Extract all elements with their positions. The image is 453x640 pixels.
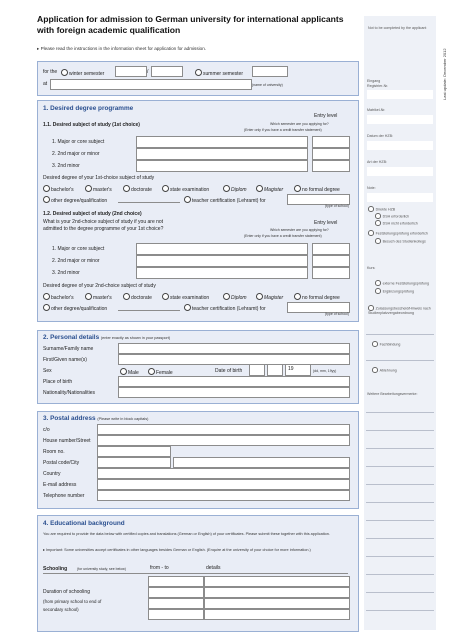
winter-year-from-field[interactable] [115,66,147,77]
checkbox-icon [375,238,381,244]
sidebar-rule [366,556,434,557]
degree1-bachelor-radio[interactable]: bachelor's [43,185,74,193]
checkbox-icon [368,230,374,236]
degree1-state-exam-radio[interactable]: state examination [162,185,209,193]
surname-field[interactable] [118,343,350,354]
sidebar-rule [366,502,434,503]
label-eingang: Eingang [367,79,381,83]
radio-icon [43,304,50,311]
at-label: at [43,81,48,87]
section1-heading: 1. Desired degree programme [43,105,134,112]
dob-month-field[interactable] [267,364,283,376]
field-note[interactable] [367,193,433,202]
section2-heading: 2. Personal details (enter exactly as shown in your passport) [43,334,171,341]
section4-heading: 4. Educational background [43,520,125,527]
choice2-major-1-label: 1. Major or core subject [52,246,105,252]
university-name-field[interactable] [50,79,252,90]
which-semester-2: Which semester are you applying for? [270,228,329,232]
from-to-header: from - to [150,565,169,571]
choice2-major-1-field[interactable] [136,243,308,255]
version-note: Last update: December 2012 [442,48,447,100]
degree-q1-label: Desired degree of your 1st-choice subject of study [43,175,155,181]
summer-year-field[interactable] [252,66,288,77]
country-label: Country [43,471,61,477]
schooling-details-field-4[interactable] [204,609,350,620]
form-title: Application for admission to German university for international applicants with foreign academic qualification [37,14,344,35]
major-1-field[interactable] [136,136,308,148]
telephone-field[interactable] [97,490,350,501]
major-2-field[interactable] [136,148,308,160]
check-feststellung[interactable]: Feststellungsprüfung erforderlich [368,230,428,236]
sidebar-rule [366,334,434,335]
school-type-hint-1: (type of school) [325,204,349,208]
degree2-master-radio[interactable]: master's [85,293,112,301]
label-datum-hzb: Datum der HZB: [367,134,393,138]
degree1-other-line[interactable] [118,202,180,203]
sidebar-rule [366,610,434,611]
for-the-label: for the [43,69,58,75]
q2-line1: What is your 2nd-choice subject of study if you are not [43,219,164,225]
dob-year-prefix: 19 [288,366,294,372]
radio-icon [43,293,50,300]
dob-year-field[interactable] [285,364,311,376]
choice2-major-2-label: 2. 2nd major or minor [52,258,100,264]
major-2-label: 2. 2nd major or minor [52,151,100,157]
checkbox-icon [372,367,378,373]
nationality-label: Nationality/Nationalities [43,390,95,396]
intro-note [37,46,206,52]
check-zulassung[interactable]: Zulassungsbescheid/Hinweis nach Studienplatzvergabeordnung [368,306,431,315]
email-label: E-mail address [43,482,77,488]
section4-important: ▸ Important: Some universities accept certificates in other languages besides German or English. (Enquire at the university of your choice for more information.) [43,548,311,552]
label-registrier-nr: Registrier-Nr. [367,84,389,88]
city-field[interactable] [173,457,350,468]
schooling-details-field-1[interactable] [204,576,350,587]
schooling-header-rule [43,573,348,574]
choice2-minor-2-label: 3. 2nd minor [52,270,80,276]
winter-semester-radio[interactable]: winter semester [61,69,104,77]
birthplace-field[interactable] [118,376,350,387]
degree2-none-radio[interactable]: no formal degree [294,293,340,301]
field-art-hzb[interactable] [367,167,433,176]
schooling-from-to-field-3[interactable] [148,598,204,609]
check-direkte-hzb[interactable]: Direkte HZB [368,206,395,212]
degree2-bachelor-radio[interactable]: bachelor's [43,293,74,301]
major-1-label: 1. Major or core subject [52,139,105,145]
sidebar-rule [366,520,434,521]
entry-level-label: Entry level [314,113,338,119]
duration-label: Duration of schooling [43,589,90,595]
sex-label: Sex [43,368,52,374]
nationality-field[interactable] [118,387,350,398]
university-hint: (name of university) [252,83,283,87]
checkbox-icon [372,341,378,347]
entry-level-label-2: Entry level [314,220,338,226]
duration-hint-1: (from primary school to end of [43,599,102,604]
choice2-minor-2-field[interactable] [136,267,308,279]
radio-icon [294,185,301,192]
section4-instructions: You are required to provide the data below with certified copies and translations (German or English) of your certificates. Please submit these together with this application. [43,532,330,536]
checkbox-icon [375,213,381,219]
radio-icon [223,185,230,192]
sidebar-rule [366,484,434,485]
check-dsh-erforderlich[interactable]: DSH erforderlich [375,213,409,219]
sidebar-rule [366,412,434,413]
given-name-label: First/Given name(s) [43,357,87,363]
radio-icon [148,368,155,375]
field-matrikel-nr[interactable] [367,115,433,124]
radio-icon [256,185,263,192]
checkbox-icon [375,220,381,226]
schooling-from-to-field-4[interactable] [148,609,204,620]
radio-icon [120,368,127,375]
which-semester-1: Which semester are you applying for? [270,122,329,126]
room-label: Room no. [43,449,65,455]
degree2-state-exam-radio[interactable]: state examination [162,293,209,301]
schooling-details-field-2[interactable] [204,587,350,598]
year-slash: / [147,69,149,75]
radio-icon [294,293,301,300]
dob-day-field[interactable] [249,364,265,376]
degree2-other-line[interactable] [118,310,180,311]
radio-icon [162,293,169,300]
country-field[interactable] [97,468,350,479]
surname-label: Surname/Family name [43,346,94,352]
degree1-diplom-radio[interactable]: Diplom [223,185,247,193]
checkbox-icon [368,206,374,212]
section2-hint: (enter exactly as shown in your passport) [100,336,171,340]
dob-label: Date of birth [215,368,243,374]
label-note: Note: [367,186,376,190]
radio-icon [223,293,230,300]
label-matrikel-nr: Matrikel-Nr. [367,108,386,112]
subject1-heading: 1.1. Desired subject of study (1st choice) [43,122,140,128]
check-studienkolleg[interactable]: Besuch des Studienkollegs [375,238,426,244]
female-radio[interactable]: Female [148,368,173,376]
intro-text: Please read the instructions in the information sheet for application for admission. [40,46,207,51]
degree2-teacher-radio[interactable]: teacher certification (Lehramt) for [184,304,266,312]
degree1-other-radio[interactable]: other degree/qualification [43,196,107,204]
check-ergaenzung[interactable]: Ergänzungsprüfung [375,288,414,294]
degree1-none-radio[interactable]: no formal degree [294,185,340,193]
radio-icon [61,69,68,76]
radio-icon [43,196,50,203]
degree-q2-label: Desired degree of your 2nd-choice subject of study [43,283,156,289]
degree1-doctorate-radio[interactable]: doctorate [123,185,152,193]
field-datum-hzb[interactable] [367,141,433,150]
q2-line2: admitted to the degree programme of your 1st choice? [43,226,164,232]
minor-2-label: 3. 2nd minor [52,163,80,169]
street-label: House number/Street [43,438,91,444]
office-use-note: Not to be completed by the applicant [368,26,427,30]
dob-format-hint: (dd, mm, 19yy) [313,369,337,373]
label-art-hzb: Art der HZB: [367,160,387,164]
details-header: details [206,565,221,571]
radio-icon [123,185,130,192]
choice2-major-1-semester-field[interactable] [312,243,350,255]
schooling-details-field-3[interactable] [204,598,350,609]
degree1-magister-radio[interactable]: Magister [256,185,283,193]
given-name-field[interactable] [118,354,350,365]
postal-city-label: Postal code/City [43,460,80,466]
birthplace-label: Place of birth [43,379,73,385]
subject2-heading: 1.2. Desired subject of study (2nd choice) [43,211,142,217]
schooling-from-to-field-1[interactable] [148,576,204,587]
checkbox-icon [375,288,381,294]
radio-icon [85,293,92,300]
schooling-from-to-field-2[interactable] [148,587,204,598]
section3-heading: 3. Postal address (Please write in block capitals) [43,415,149,422]
schooling-label: Schooling [43,566,68,572]
section3-hint: (Please write in block capitals) [97,417,149,421]
arrow-icon: ▸ [43,548,46,552]
degree2-diplom-radio[interactable]: Diplom [223,293,247,301]
degree2-magister-radio[interactable]: Magister [256,293,283,301]
schooling-hint: (for university study, see below) [77,567,126,571]
enter-only-2: (Enter only if you have a credit transfer statement) [244,234,322,238]
checkbox-icon [368,305,374,311]
radio-icon [184,196,191,203]
room-field[interactable] [97,446,171,457]
check-extern[interactable]: externe Feststellungsprüfung [375,280,429,286]
radio-icon [43,185,50,192]
degree2-doctorate-radio[interactable]: doctorate [123,293,152,301]
sidebar-rule [366,430,434,431]
check-fachbindung[interactable]: Fachbindung [372,341,400,347]
radio-icon [85,185,92,192]
enter-only-1: (Enter only if you have a credit transfer statement) [244,128,322,132]
choice2-major-2-field[interactable] [136,255,308,267]
co-field[interactable] [97,424,350,435]
choice2-minor-2-semester-field[interactable] [312,267,350,279]
degree1-master-radio[interactable]: master's [85,185,112,193]
radio-icon [123,293,130,300]
radio-icon [162,185,169,192]
choice2-major-2-semester-field[interactable] [312,255,350,267]
degree1-teacher-radio[interactable]: teacher certification (Lehramt) for [184,196,266,204]
major-2-semester-field[interactable] [312,148,350,160]
label-kurs: Kurs: [367,266,376,270]
check-dsh-nicht[interactable]: DSH nicht erforderlich [375,220,418,226]
radio-icon [195,69,202,76]
label-weitere: Weitere Bearbeitungsvermerke: [367,392,418,396]
sidebar-rule [366,466,434,467]
email-field[interactable] [97,479,350,490]
radio-icon [256,293,263,300]
sidebar-rule [366,574,434,575]
degree2-other-radio[interactable]: other degree/qualification [43,304,107,312]
sidebar-rule [366,360,434,361]
winter-year-to-field[interactable] [151,66,183,77]
summer-semester-radio[interactable]: summer semester [195,69,243,77]
arrow-icon: ▸ [37,46,41,51]
checkbox-icon [375,280,381,286]
field-registrier-nr[interactable] [367,90,433,99]
telephone-label: Telephone number [43,493,85,499]
postal-code-field[interactable] [97,457,171,468]
major-1-semester-field[interactable] [312,136,350,148]
school-type-hint-2: (type of school) [325,312,349,316]
minor-2-field[interactable] [136,160,308,172]
minor-2-semester-field[interactable] [312,160,350,172]
duration-hint-2: secondary school) [43,607,79,612]
sidebar-rule [366,592,434,593]
male-radio[interactable]: Male [120,368,139,376]
check-ablehnung[interactable]: Ablehnung [372,367,397,373]
co-label: c/o [43,427,50,433]
radio-icon [184,304,191,311]
street-field[interactable] [97,435,350,446]
sidebar-rule [366,448,434,449]
sidebar-rule [366,538,434,539]
